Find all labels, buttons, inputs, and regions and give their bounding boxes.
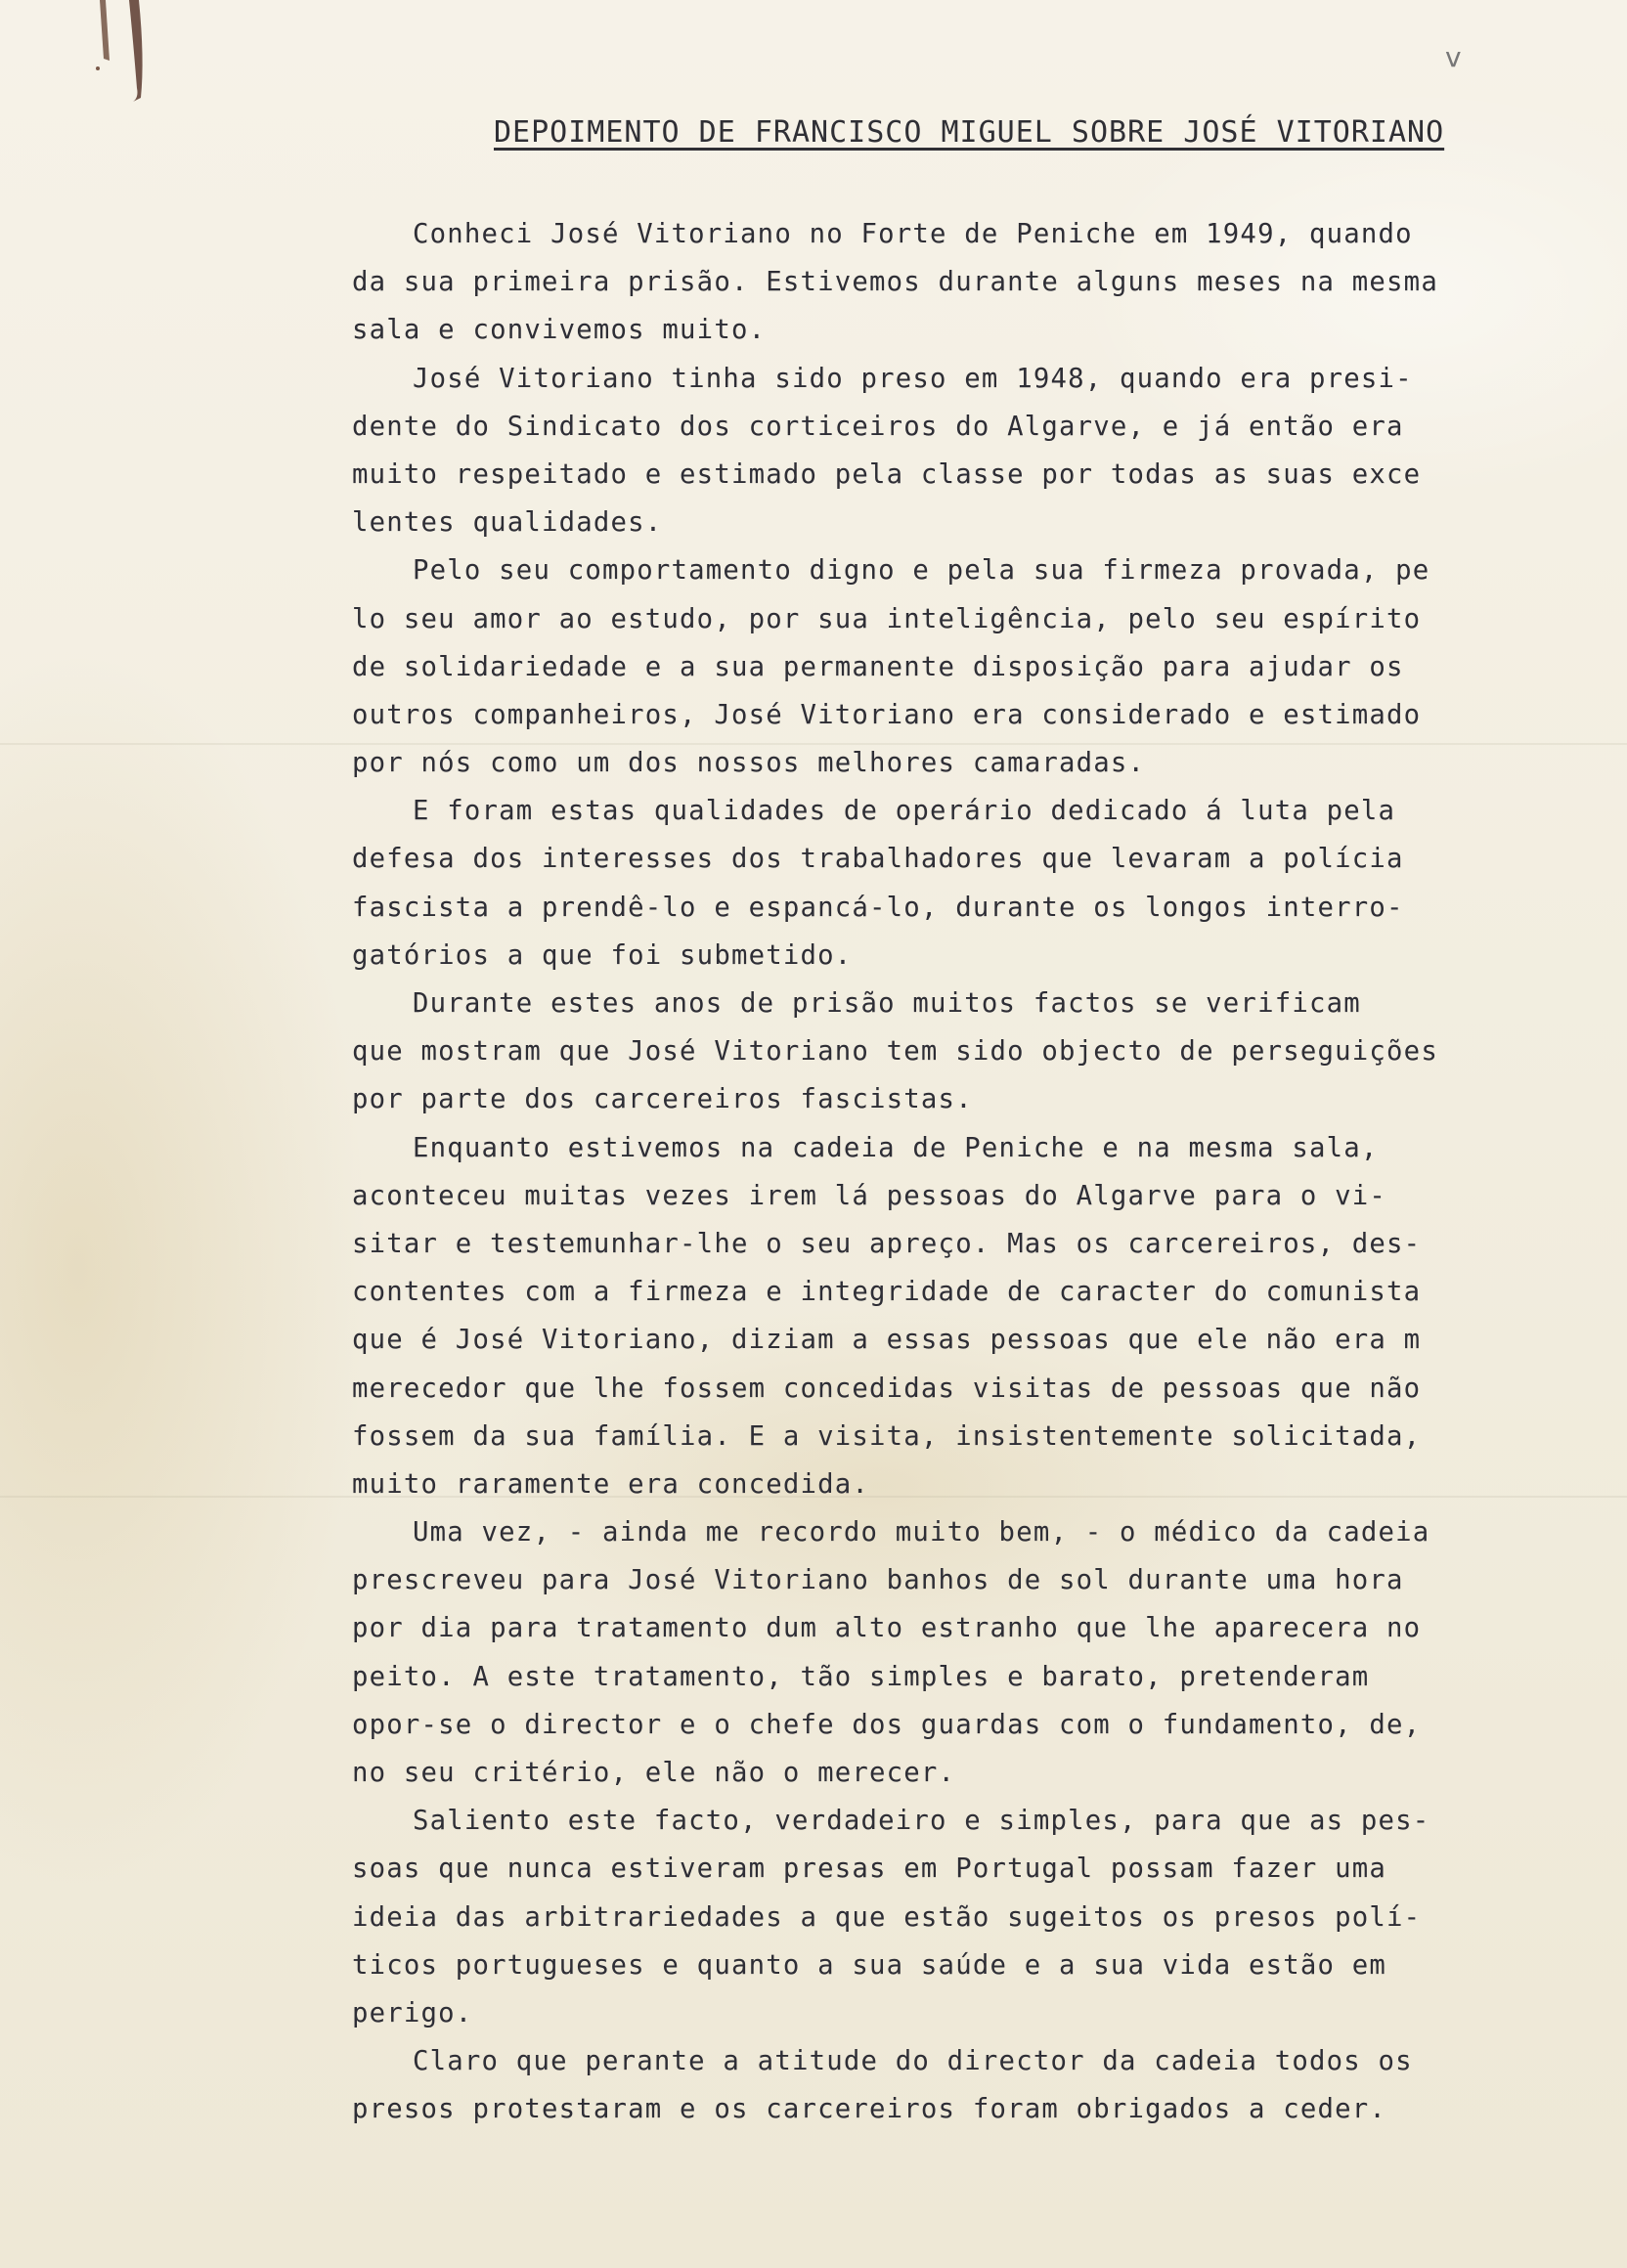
text-line: gatórios a que foi submetido. [352, 939, 853, 971]
text-line: por parte dos carcereiros fascistas. [352, 1084, 973, 1115]
corner-check-mark: v [1445, 41, 1462, 73]
ink-stain-mark [90, 0, 158, 108]
text-line: Pelo seu comportamento digno e pela sua firmeza provada, pe [413, 555, 1430, 587]
text-line: Enquanto estivemos na cadeia de Peniche e na mesma sala, [413, 1132, 1379, 1163]
text-line: presos protestaram e os carcereiros foram obrigados a ceder. [352, 2094, 1387, 2125]
text-line: aconteceu muitas vezes irem lá pessoas do Algarve para o vi- [352, 1180, 1387, 1211]
text-line: de solidariedade e a sua permanente disposição para ajudar os [352, 651, 1404, 682]
text-line: por dia para tratamento dum alto estranho que lhe aparecera no [352, 1613, 1422, 1644]
text-line: outros companheiros, José Vitoriano era considerado e estimado [352, 699, 1422, 730]
text-line: ideia das arbitrariedades a que estão sugeitos os presos polí- [352, 1901, 1422, 1933]
text-line: no seu critério, ele não o merecer. [352, 1758, 956, 1788]
text-line: fascista a prendê-lo e espancá-lo, durante os longos interro- [352, 892, 1404, 923]
text-line: contentes com a firmeza e integridade de caracter do comunista [352, 1277, 1422, 1308]
document-body [352, 210, 1613, 2134]
text-line: que é José Vitoriano, diziam a essas pessoas que ele não era m [352, 1325, 1422, 1356]
text-line: sala e convivemos muito. [352, 315, 767, 346]
text-line: Claro que perante a atitude do director da cadeia todos os [413, 2046, 1413, 2077]
text-line: fossem da sua família. E a visita, insistentemente solicitada, [352, 1420, 1422, 1452]
text-line: soas que nunca estiveram presas em Portugal possam fazer uma [352, 1854, 1387, 1885]
text-line: defesa dos interesses dos trabalhadores que levaram a polícia [352, 844, 1404, 875]
text-line: por nós como um dos nossos melhores camaradas. [352, 748, 1146, 779]
text-line: ticos portugueses e quanto a sua saúde e a sua vida estão em [352, 1949, 1387, 1981]
text-line: que mostram que José Vitoriano tem sido objecto de perseguições [352, 1036, 1438, 1068]
text-line: sitar e testemunhar-lhe o seu apreço. Mas os carcereiros, des- [352, 1228, 1422, 1259]
text-line: Conheci José Vitoriano no Forte de Peniche em 1949, quando [413, 219, 1413, 249]
text-line: lentes qualidades. [352, 507, 663, 539]
text-line: muito raramente era concedida. [352, 1468, 870, 1500]
text-line: peito. A este tratamento, tão simples e barato, pretenderam [352, 1661, 1370, 1692]
text-line: Saliento este facto, verdadeiro e simples, para que as pes- [413, 1806, 1430, 1837]
text-line: Uma vez, - ainda me recordo muito bem, - o médico da cadeia [413, 1517, 1430, 1548]
text-line: lo seu amor ao estudo, por sua inteligência, pelo seu espírito [352, 603, 1422, 634]
text-line: José Vitoriano tinha sido preso em 1948, quando era presi- [413, 363, 1413, 394]
text-line: muito respeitado e estimado pela classe por todas as suas exce [352, 458, 1422, 490]
text-line: E foram estas qualidades de operário dedicado á luta pela [413, 796, 1396, 827]
text-line: opor-se o director e o chefe dos guardas com o fundamento, de, [352, 1709, 1422, 1740]
text-line: dente do Sindicato dos corticeiros do Algarve, e já então era [352, 411, 1404, 442]
text-line: merecedor que lhe fossem concedidas visitas de pessoas que não [352, 1373, 1422, 1404]
document-title: DEPOIMENTO DE FRANCISCO MIGUEL SOBRE JOSÉ VITORIANO [494, 115, 1445, 150]
text-line: da sua primeira prisão. Estivemos durante alguns meses na mesma [352, 267, 1438, 298]
text-line: perigo. [352, 1997, 473, 2028]
text-line: Durante estes anos de prisão muitos factos se verificam [413, 988, 1361, 1019]
text-line: prescreveu para José Vitoriano banhos de sol durante uma hora [352, 1565, 1404, 1596]
